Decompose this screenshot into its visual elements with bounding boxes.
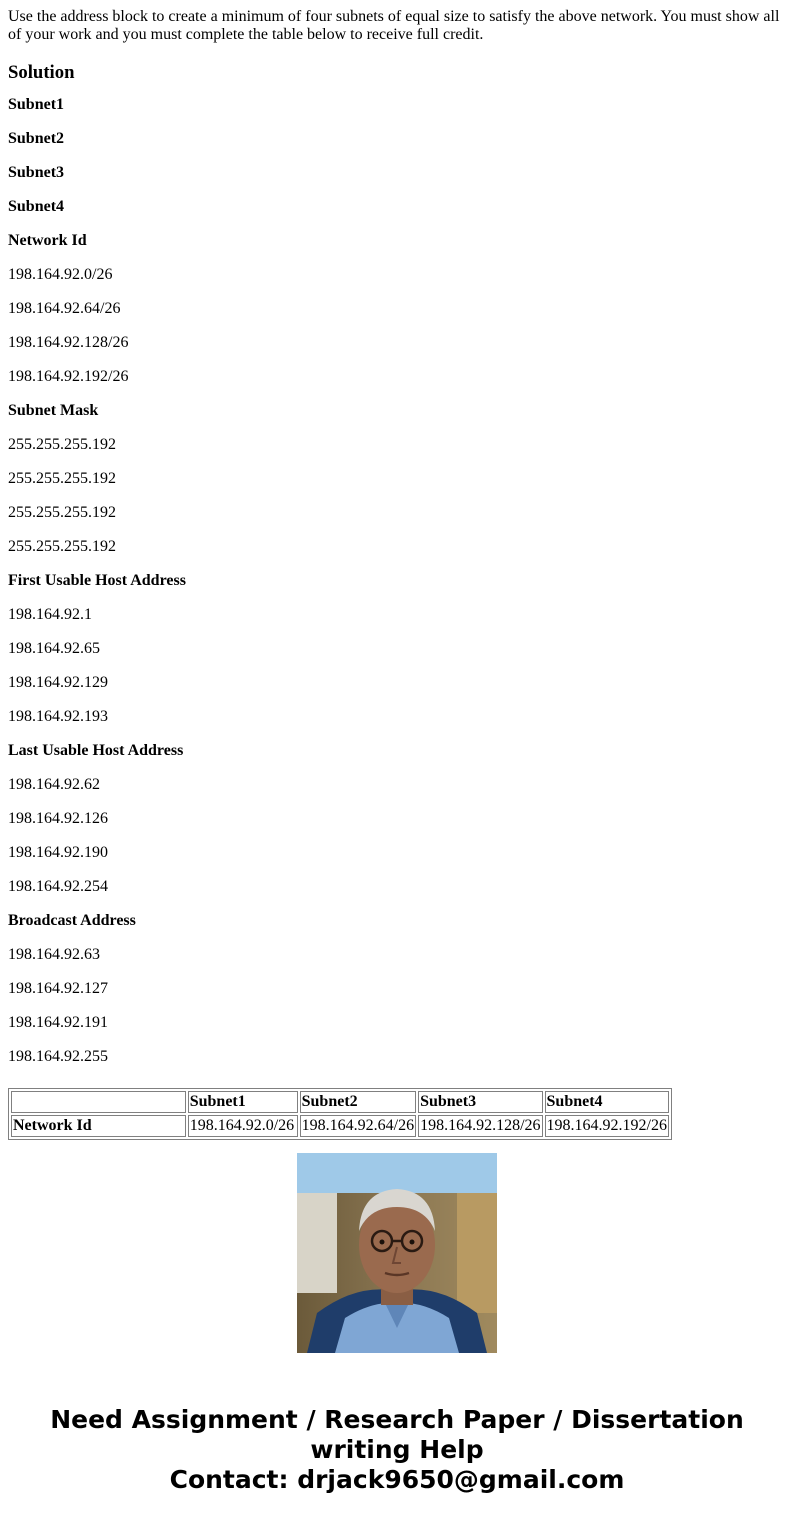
- section-title: Broadcast Address: [8, 912, 136, 929]
- intro-paragraph: Use the address block to create a minimum of four subnets of equal size to satisfy the above network. You must show all of your work and you must complete the table below to receive full credit.: [8, 8, 780, 43]
- section-value: 198.164.92.193: [8, 708, 108, 725]
- table-cell: 198.164.92.0/26: [188, 1115, 298, 1137]
- author-photo-icon: [297, 1153, 497, 1353]
- promo-banner: [0, 1405, 794, 1495]
- section-title: Last Usable Host Address: [8, 742, 184, 759]
- section-value: 255.255.255.192: [8, 538, 116, 555]
- table-row: [11, 1115, 669, 1137]
- section-title: First Usable Host Address: [8, 572, 186, 589]
- section-value: 198.164.92.129: [8, 674, 108, 691]
- table-cell: 198.164.92.128/26: [418, 1115, 542, 1137]
- section-value: 198.164.92.1: [8, 606, 92, 623]
- solution-heading: Solution: [8, 62, 75, 83]
- table-header-cell: [11, 1091, 186, 1113]
- section-value: 198.164.92.190: [8, 844, 108, 861]
- author-avatar: [297, 1153, 497, 1353]
- section-value: 198.164.92.126: [8, 810, 108, 827]
- document-body: [8, 0, 786, 1082]
- section-value: 198.164.92.191: [8, 1014, 108, 1031]
- table-cell: 198.164.92.192/26: [545, 1115, 669, 1137]
- table-row-label: Network Id: [11, 1115, 186, 1137]
- table-header-row: [11, 1091, 669, 1113]
- section-value: 198.164.92.255: [8, 1048, 108, 1065]
- subnet-table: [8, 1088, 672, 1140]
- section-value: 198.164.92.63: [8, 946, 100, 963]
- table-header-cell: Subnet3: [418, 1091, 542, 1113]
- section-value: 198.164.92.64/26: [8, 300, 121, 317]
- section-value: 255.255.255.192: [8, 504, 116, 521]
- table-header-cell: Subnet1: [188, 1091, 298, 1113]
- table-header-cell: Subnet2: [300, 1091, 416, 1113]
- section-value: 198.164.92.127: [8, 980, 108, 997]
- section-value: 255.255.255.192: [8, 470, 116, 487]
- section-value: 198.164.92.62: [8, 776, 100, 793]
- table-header-cell: Subnet4: [545, 1091, 669, 1113]
- section-value: 198.164.92.0/26: [8, 266, 113, 283]
- solution-list: [8, 96, 786, 1066]
- promo-contact: Contact: drjack9650@gmail.com: [169, 1465, 625, 1494]
- subnet-label: Subnet2: [8, 130, 65, 147]
- promo-line: writing Help: [310, 1435, 484, 1464]
- section-title: Subnet Mask: [8, 402, 99, 419]
- subnet-table-container: [8, 1088, 672, 1134]
- section-value: 198.164.92.254: [8, 878, 108, 895]
- subnet-label: Subnet3: [8, 164, 65, 181]
- subnet-label: Subnet1: [8, 96, 65, 113]
- section-value: 198.164.92.65: [8, 640, 100, 657]
- section-value: 198.164.92.192/26: [8, 368, 129, 385]
- table-cell: 198.164.92.64/26: [300, 1115, 416, 1137]
- promo-line: Need Assignment / Research Paper / Dissertation: [50, 1405, 744, 1434]
- section-value: 255.255.255.192: [8, 436, 116, 453]
- section-value: 198.164.92.128/26: [8, 334, 129, 351]
- subnet-label: Subnet4: [8, 198, 65, 215]
- section-title: Network Id: [8, 232, 87, 249]
